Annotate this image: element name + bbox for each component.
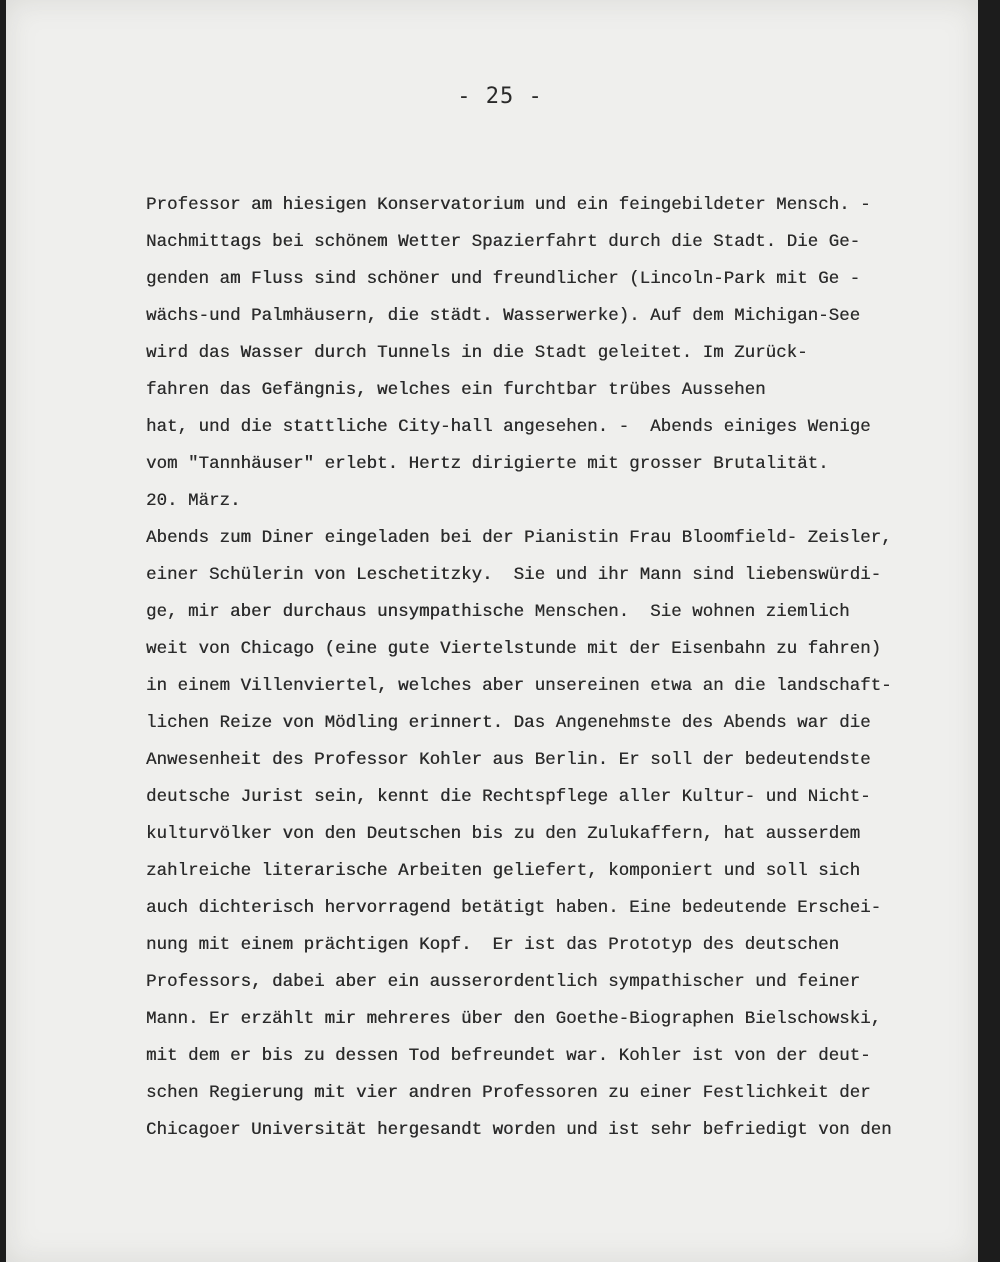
text-line: wächs-und Palmhäusern, die städt. Wasserwerke). Auf dem Michigan-See: [146, 306, 861, 326]
text-line: nung mit einem prächtigen Kopf. Er ist das Prototyp des deutschen: [146, 935, 840, 955]
text-line: ge, mir aber durchaus unsympathische Menschen. Sie wohnen ziemlich: [146, 602, 850, 622]
text-line: hat, und die stattliche City-hall angesehen. - Abends einiges Wenige: [146, 417, 871, 437]
text-line: wird das Wasser durch Tunnels in die Stadt geleitet. Im Zurück-: [146, 343, 808, 363]
text-line: weit von Chicago (eine gute Viertelstunde mit der Eisenbahn zu fahren): [146, 639, 882, 659]
text-line: auch dichterisch hervorragend betätigt haben. Eine bedeutende Erschei-: [146, 898, 882, 918]
text-line: Professors, dabei aber ein ausserordentlich sympathischer und feiner: [146, 972, 861, 992]
text-line: Anwesenheit des Professor Kohler aus Berlin. Er soll der bedeutendste: [146, 750, 871, 770]
text-line: fahren das Gefängnis, welches ein furchtbar trübes Aussehen: [146, 380, 766, 400]
page-number: - 25 -: [457, 84, 543, 109]
text-line: deutsche Jurist sein, kennt die Rechtspflege aller Kultur- und Nicht-: [146, 787, 871, 807]
text-line: Mann. Er erzählt mir mehreres über den Goethe-Biographen Bielschowski,: [146, 1009, 882, 1029]
text-line: genden am Fluss sind schöner und freundlicher (Lincoln-Park mit Ge -: [146, 269, 861, 289]
text-line: lichen Reize von Mödling erinnert. Das Angenehmste des Abends war die: [146, 713, 871, 733]
text-line: in einem Villenviertel, welches aber unsereinen etwa an die landschaft-: [146, 676, 892, 696]
text-line: mit dem er bis zu dessen Tod befreundet war. Kohler ist von der deut-: [146, 1046, 871, 1066]
date-heading: 20. März.: [146, 491, 241, 511]
text-line: vom "Tannhäuser" erlebt. Hertz dirigierte mit grosser Brutalität.: [146, 454, 829, 474]
text-line: Abends zum Diner eingeladen bei der Pianistin Frau Bloomfield- Zeisler,: [146, 528, 892, 548]
text-line: Professor am hiesigen Konservatorium und ein feingebildeter Mensch. -: [146, 195, 871, 215]
text-line: einer Schülerin von Leschetitzky. Sie und ihr Mann sind liebenswürdi-: [146, 565, 882, 585]
text-line: kulturvölker von den Deutschen bis zu den Zulukaffern, hat ausserdem: [146, 824, 861, 844]
text-line: Chicagoer Universität hergesandt worden und ist sehr befriedigt von den: [146, 1120, 892, 1140]
text-line: Nachmittags bei schönem Wetter Spazierfahrt durch die Stadt. Die Ge-: [146, 232, 861, 252]
text-line: schen Regierung mit vier andren Professoren zu einer Festlichkeit der: [146, 1083, 871, 1103]
text-line: zahlreiche literarische Arbeiten geliefert, komponiert und soll sich: [146, 861, 861, 881]
